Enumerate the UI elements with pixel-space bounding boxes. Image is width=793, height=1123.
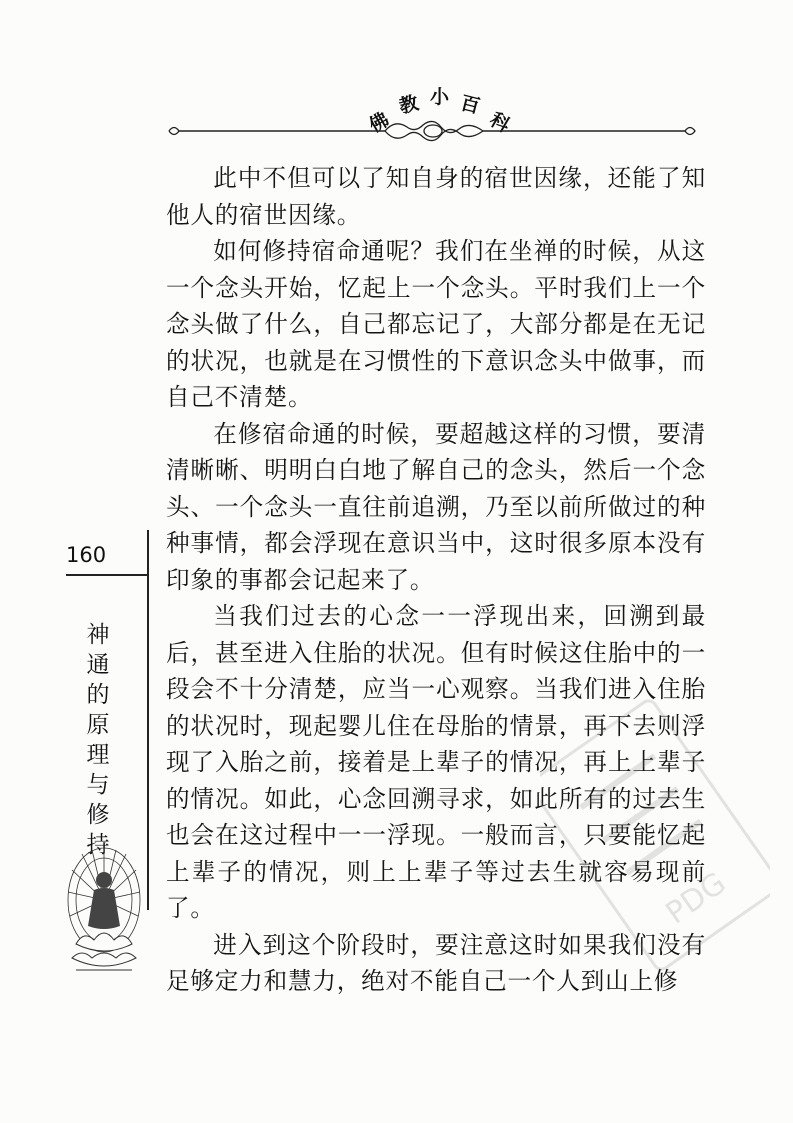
watermark-text: PDG bbox=[659, 865, 733, 932]
header-ornament-rule bbox=[165, 118, 700, 144]
paragraph: 如何修持宿命通呢？我们在坐禅的时候，从这一个念头开始，忆起上一个念头。平时我们上一个念头做了什么，自己都忘记了，大部分都是在无记的状况，也就是在习惯性的下意识念头中做事，而自己不清楚。 bbox=[166, 237, 706, 411]
series-title-char: 教 bbox=[396, 91, 421, 118]
paragraph: 在修宿命通的时候，要超越这样的习惯，要清清晰晰、明明白白地了解自己的念头，然后一个念头、一个念头一直往前追溯，乃至以前所做过的种种事情，都会浮现在意识当中，这时很多原本没有印象的事都会记起来了。 bbox=[166, 419, 706, 594]
buddha-figure-icon bbox=[62, 840, 146, 990]
series-title-char: 科 bbox=[486, 108, 514, 138]
page-number: 160 bbox=[66, 543, 107, 567]
series-title-char: 佛 bbox=[365, 108, 393, 138]
library-watermark bbox=[540, 680, 770, 990]
series-title-char: 小 bbox=[430, 86, 450, 108]
chapter-running-title: 神通的原理与修持 bbox=[86, 622, 110, 858]
paragraph: 当我们过去的心念一一浮现出来，回溯到最后，甚至进入住胎的状况。但有时候这住胎中的一段会不十分清楚，应当一心观察。当我们进入住胎的状况时，现起婴儿住在母胎的情景，再下去则浮现了入胎之前，接着是上辈子的情况，再上上辈子的情况。如此，心念回溯寻求，如此所有的过去生也会在这过程中一一浮现。一般而言，只要能忆起上辈子的情况，则上上辈子等过去生就容易现前了。 bbox=[166, 602, 706, 922]
series-title-char: 百 bbox=[458, 91, 483, 118]
paragraph: 此中不但可以了知自身的宿世因缘，还能了知他人的宿世因缘。 bbox=[166, 164, 706, 229]
margin-vertical-rule bbox=[147, 530, 149, 910]
page-number-rule bbox=[66, 574, 148, 576]
paragraph: 进入到这个阶段时，要注意这时如果我们没有足够定力和慧力，绝对不能自己一个人到山上修 bbox=[166, 930, 706, 995]
